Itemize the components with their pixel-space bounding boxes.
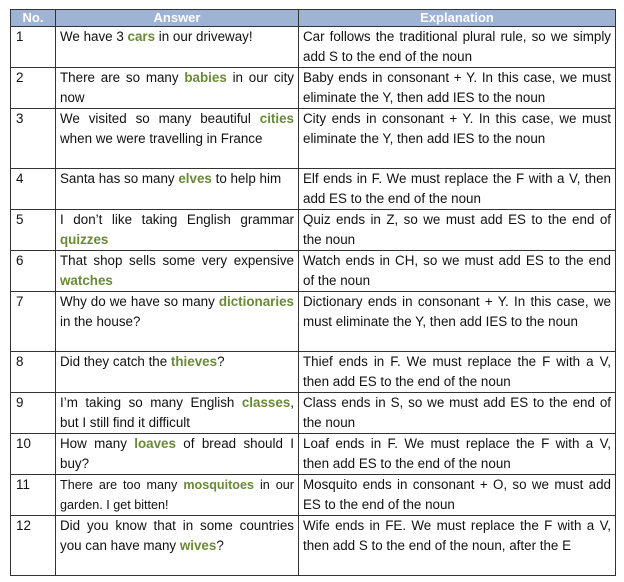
row-number: 8 [11, 352, 56, 393]
plural-word: mosquitoes [183, 478, 255, 492]
row-number: 10 [11, 434, 56, 475]
answer-text: in our driveway! [155, 29, 253, 44]
row-number: 9 [11, 393, 56, 434]
answer-text: Did you know that in some countries you can have many [60, 518, 294, 553]
answer-text: when we were travelling in France [60, 131, 263, 146]
answer-cell [56, 393, 299, 434]
answer-text: How many [60, 436, 135, 451]
table-row [11, 251, 616, 292]
header-answer: Answer [56, 10, 299, 27]
answer-text: Santa has so many [60, 171, 179, 186]
answer-cell [56, 68, 299, 109]
plural-word: babies [184, 70, 227, 85]
row-number: 7 [11, 292, 56, 352]
plural-nouns-table [10, 9, 616, 576]
table-row [11, 109, 616, 169]
answer-text: There are so many [60, 70, 185, 85]
answer-text: in our garden. I get bitten! [60, 478, 294, 512]
row-number: 2 [11, 68, 56, 109]
row-number: 12 [11, 516, 56, 576]
row-number: 5 [11, 210, 56, 251]
answer-text: There are too many [60, 478, 184, 492]
answer-text: I’m taking so many English [60, 395, 242, 410]
explanation-cell: City ends in consonant + Y. In this case, we must eliminate the Y, then add IES to the noun [299, 109, 616, 169]
answer-cell [56, 352, 299, 393]
answer-cell [56, 210, 299, 251]
answer-text: of bread should I buy? [60, 436, 294, 471]
answer-text: ? [217, 354, 225, 369]
explanation-cell: Dictionary ends in consonant + Y. In this case, we must eliminate the Y, then add IES to the noun [299, 292, 616, 352]
explanation-cell: Thief ends in F. We must replace the F with a V, then add ES to the end of the noun [299, 352, 616, 393]
answer-cell [56, 292, 299, 352]
plural-nouns-table-container [10, 9, 615, 576]
answer-text: Did they catch the [60, 354, 171, 369]
table-row [11, 516, 616, 576]
answer-text: to help him [211, 171, 282, 186]
answer-text: in our city now [60, 70, 294, 105]
answer-text: We have 3 [60, 29, 128, 44]
answer-cell [56, 251, 299, 292]
row-number: 11 [11, 475, 56, 516]
row-number: 1 [11, 27, 56, 68]
table-row [11, 393, 616, 434]
table-row [11, 292, 616, 352]
answer-text: ? [216, 538, 224, 553]
answer-cell [56, 27, 299, 68]
table-row [11, 352, 616, 393]
answer-cell [56, 109, 299, 169]
answer-cell [56, 169, 299, 210]
answer-text: We visited so many beautiful [60, 111, 260, 126]
explanation-cell: Watch ends in CH, so we must add ES to the end of the noun [299, 251, 616, 292]
header-explanation: Explanation [299, 10, 616, 27]
answer-text: That shop sells some very expensive [60, 253, 294, 268]
answer-text: Why do we have so many [60, 294, 219, 309]
plural-word: cars [127, 29, 156, 44]
plural-word: dictionaries [218, 294, 294, 309]
explanation-cell: Baby ends in consonant + Y. In this case, we must eliminate the Y, then add IES to the noun [299, 68, 616, 109]
answer-cell [56, 516, 299, 576]
answer-text: , but I still find it difficult [60, 395, 294, 430]
plural-word: wives [179, 538, 217, 553]
plural-word: quizzes [60, 232, 109, 247]
row-number: 4 [11, 169, 56, 210]
explanation-cell: Loaf ends in F. We must replace the F with a V, then add ES to the end of the noun [299, 434, 616, 475]
answer-text: I don’t like taking English grammar [60, 212, 294, 227]
explanation-cell: Mosquito ends in consonant + O, so we must add ES to the end of the noun [299, 475, 616, 516]
row-number: 3 [11, 109, 56, 169]
explanation-cell: Wife ends in FE. We must replace the F with a V, then add S to the end of the noun, after the E [299, 516, 616, 576]
plural-word: elves [178, 171, 212, 186]
table-header-row [11, 10, 616, 27]
explanation-cell: Class ends in S, so we must add ES to the end of the noun [299, 393, 616, 434]
plural-word: watches [60, 273, 113, 288]
plural-word: thieves [170, 354, 218, 369]
explanation-cell: Quiz ends in Z, so we must add ES to the end of the noun [299, 210, 616, 251]
answer-cell [56, 434, 299, 475]
table-row [11, 68, 616, 109]
plural-word: loaves [134, 436, 176, 451]
plural-word: cities [259, 111, 294, 126]
explanation-cell: Elf ends in F. We must replace the F with a V, then add ES to the end of the noun [299, 169, 616, 210]
answer-text: in the house? [60, 314, 141, 329]
table-row [11, 434, 616, 475]
table-row [11, 475, 616, 516]
table-row [11, 27, 616, 68]
header-no: No. [11, 10, 56, 27]
table-row [11, 169, 616, 210]
explanation-cell: Car follows the traditional plural rule, so we simply add S to the end of the noun [299, 27, 616, 68]
row-number: 6 [11, 251, 56, 292]
table-row [11, 210, 616, 251]
plural-word: classes [241, 395, 291, 410]
answer-cell [56, 475, 299, 516]
